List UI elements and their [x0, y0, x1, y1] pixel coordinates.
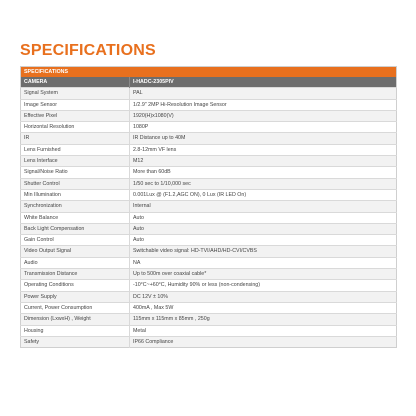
spec-value: More than 60dB [130, 167, 397, 178]
header-camera: CAMERA [21, 77, 130, 88]
spec-label: Lens Furnished [21, 144, 130, 155]
table-row [21, 291, 397, 302]
table-banner: SPECIFICATIONS [21, 67, 397, 78]
spec-label: Synchronization [21, 201, 130, 212]
table-row [21, 167, 397, 178]
spec-value: NA [130, 257, 397, 268]
spec-label: Transmission Distance [21, 269, 130, 280]
spec-value: M12 [130, 156, 397, 167]
spec-value: Auto [130, 235, 397, 246]
table-row [21, 156, 397, 167]
table-header-row [21, 77, 397, 88]
table-row [21, 314, 397, 325]
spec-value: PAL [130, 88, 397, 99]
table-row [21, 269, 397, 280]
spec-label: Housing [21, 325, 130, 336]
spec-value: IP66 Compliance [130, 336, 397, 347]
spec-rows [21, 88, 397, 348]
spec-label: White Balance [21, 212, 130, 223]
table-row [21, 235, 397, 246]
spec-value: IR Distance up to 40M [130, 133, 397, 144]
table-row [21, 88, 397, 99]
table-row [21, 212, 397, 223]
spec-label: Lens Interface [21, 156, 130, 167]
spec-value: Switchable video signal: HD-TVI/AHD/HD-CVI/CVBS [130, 246, 397, 257]
spec-label: Min Illumination [21, 189, 130, 200]
table-row [21, 257, 397, 268]
table-row [21, 325, 397, 336]
spec-label: Effective Pixel [21, 110, 130, 121]
table-row [21, 144, 397, 155]
table-row [21, 246, 397, 257]
spec-label: Shutter Control [21, 178, 130, 189]
spec-value: 1920(H)x1080(V) [130, 110, 397, 121]
spec-value: DC 12V ± 10% [130, 291, 397, 302]
spec-value: 1080P [130, 122, 397, 133]
spec-value: 1/50 sec to 1/10,000 sec [130, 178, 397, 189]
spec-value: Metal [130, 325, 397, 336]
spec-value: 400mA , Max 5W [130, 302, 397, 313]
spec-label: Audio [21, 257, 130, 268]
spec-value: Internal [130, 201, 397, 212]
table-row [21, 110, 397, 121]
table-row [21, 178, 397, 189]
table-row [21, 201, 397, 212]
spec-label: Signal/Noise Ratio [21, 167, 130, 178]
spec-value: 2.8-12mm VF lens [130, 144, 397, 155]
specifications-table [20, 66, 397, 348]
spec-label: Back Light Compensation [21, 223, 130, 234]
table-row [21, 99, 397, 110]
spec-label: Operating Conditions [21, 280, 130, 291]
spec-value: Auto [130, 212, 397, 223]
spec-value: 0.001Lux @ (F1.2,AGC ON), 0 Lux (IR LED On) [130, 189, 397, 200]
spec-label: Gain Control [21, 235, 130, 246]
spec-value: -10°C~+60°C, Humidity 90% or less (non-condensing) [130, 280, 397, 291]
spec-label: Image Sensor [21, 99, 130, 110]
spec-label: Power Supply [21, 291, 130, 302]
table-row [21, 336, 397, 347]
spec-value: Auto [130, 223, 397, 234]
table-row [21, 189, 397, 200]
table-row [21, 223, 397, 234]
spec-label: Current, Power Consumption [21, 302, 130, 313]
table-banner-row [21, 67, 397, 78]
spec-label: Dimension (LxwxH) , Weight [21, 314, 130, 325]
spec-label: Video Output Signal [21, 246, 130, 257]
spec-value: Up to 500m over coaxial cable* [130, 269, 397, 280]
spec-label: Safety [21, 336, 130, 347]
table-row [21, 280, 397, 291]
spec-label: Horizontal Resolution [21, 122, 130, 133]
spec-label: IR [21, 133, 130, 144]
spec-label: Signal System [21, 88, 130, 99]
table-row [21, 133, 397, 144]
header-model: I-HADC-2305PIV [130, 77, 397, 88]
table-row [21, 302, 397, 313]
table-row [21, 122, 397, 133]
spec-value: 1/2.9" 2MP Hi-Resolution Image Sensor [130, 99, 397, 110]
spec-value: 115mm x 115mm x 85mm , 250g [130, 314, 397, 325]
page-title: SPECIFICATIONS [20, 42, 156, 59]
